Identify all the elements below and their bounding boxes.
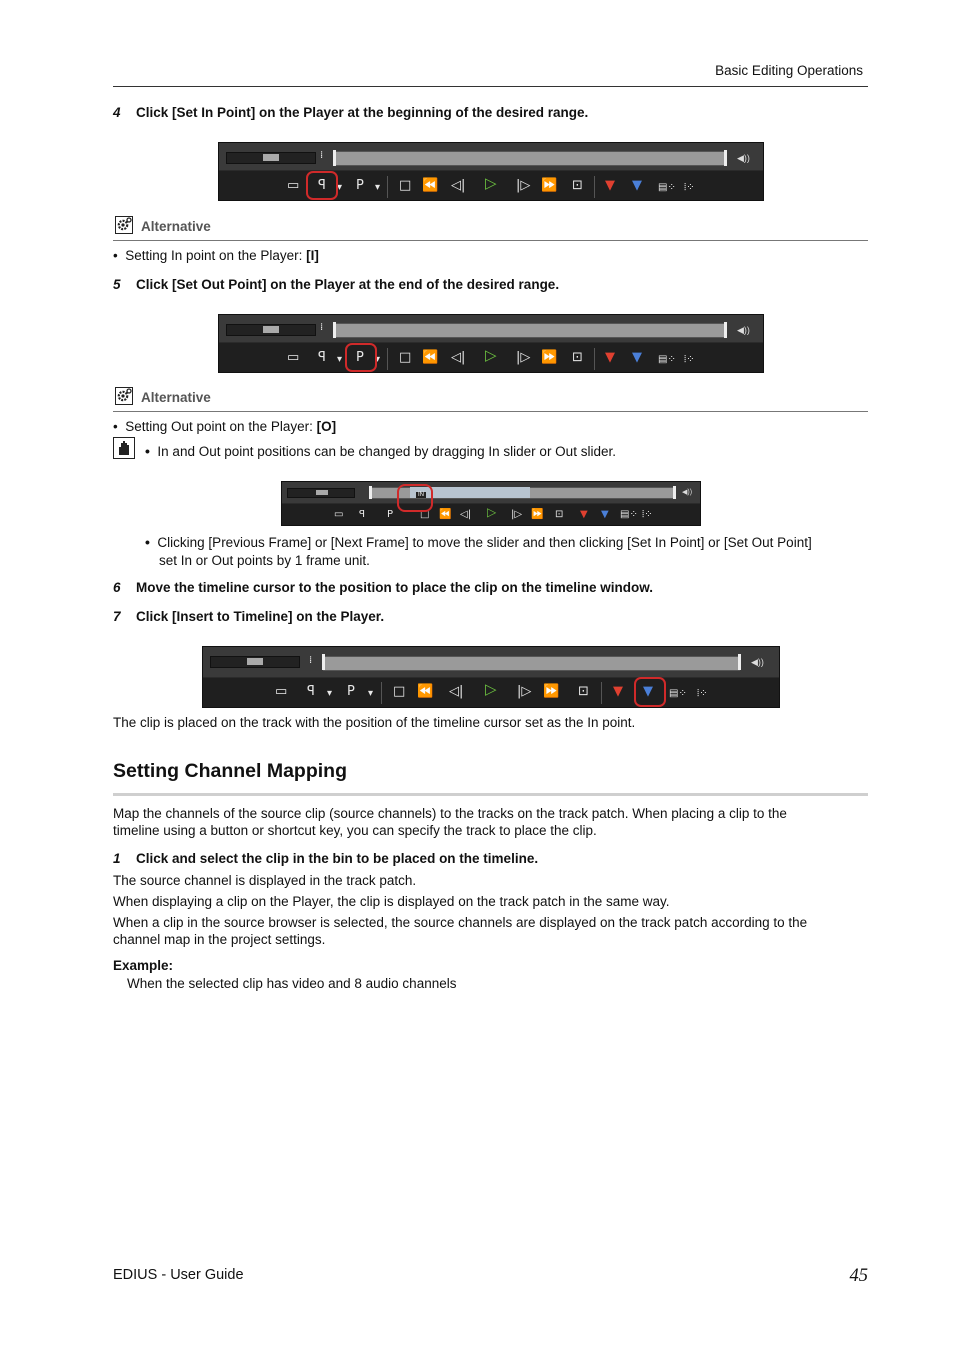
play-icon: ▷ bbox=[485, 346, 497, 364]
audio-slider bbox=[210, 656, 300, 668]
position-slider bbox=[334, 151, 726, 166]
fast-forward-icon: ⏩ bbox=[541, 178, 558, 193]
stop-icon: □ bbox=[393, 684, 406, 699]
set-in-point-icon: ꟼ bbox=[318, 350, 326, 365]
speaker-icon: ◀)) bbox=[682, 489, 693, 496]
clip-icon: ▭ bbox=[275, 684, 288, 699]
highlight-ring bbox=[345, 343, 377, 372]
out-slider-icon bbox=[673, 486, 676, 499]
highlight-ring bbox=[397, 484, 433, 512]
loop-icon: ⊡ bbox=[555, 509, 564, 520]
track-patch-2-icon: ⦙⁘ bbox=[642, 509, 653, 520]
audio-slider bbox=[226, 152, 316, 164]
play-icon: ▷ bbox=[487, 505, 497, 519]
paragraph-player-display: When displaying a clip on the Player, the clip is displayed on the track patch in the same way. bbox=[113, 894, 670, 909]
dropdown-icon: ▾ bbox=[337, 354, 343, 365]
in-marker-icon: ⁞ bbox=[320, 150, 324, 161]
position-slider bbox=[334, 323, 726, 338]
insert-to-timeline-icon: ▼ bbox=[643, 684, 653, 699]
dropdown-icon: ▾ bbox=[337, 182, 343, 193]
track-patch-2-icon: ⦙⁘ bbox=[684, 354, 695, 365]
footer-guide-title: EDIUS - User Guide bbox=[113, 1267, 244, 1283]
track-patch-2-icon: ⦙⁘ bbox=[697, 688, 708, 699]
position-slider bbox=[323, 656, 740, 671]
step-6: 6 Move the timeline cursor to the position to place the clip on the timeline window. bbox=[113, 580, 654, 595]
out-slider-icon bbox=[724, 150, 727, 166]
paragraph-source-channel: The source channel is displayed in the track patch. bbox=[113, 873, 417, 888]
overwrite-to-timeline-icon: ▼ bbox=[605, 178, 615, 193]
stop-icon: □ bbox=[420, 509, 430, 520]
insert-to-timeline-icon: ▼ bbox=[632, 178, 642, 193]
track-patch-icon: ▤⁘ bbox=[620, 509, 638, 520]
highlight-ring bbox=[306, 171, 338, 200]
step-1: 1 Click and select the clip in the bin to be placed on the timeline. bbox=[113, 851, 539, 866]
loop-icon: ⊡ bbox=[578, 684, 589, 699]
in-slider-icon bbox=[333, 322, 336, 338]
step-7: 7 Click [Insert to Timeline] on the Player. bbox=[113, 609, 385, 624]
previous-frame-icon: ◁| bbox=[449, 684, 464, 699]
rewind-icon: ⏪ bbox=[439, 509, 452, 520]
insert-to-timeline-icon: ▼ bbox=[632, 350, 642, 365]
rewind-icon: ⏪ bbox=[417, 684, 434, 699]
previous-frame-icon: ◁| bbox=[451, 350, 466, 365]
insert-to-timeline-icon: ▼ bbox=[601, 509, 609, 520]
loop-icon: ⊡ bbox=[572, 178, 583, 193]
gear-icon bbox=[115, 387, 133, 405]
speaker-icon: ◀)) bbox=[737, 153, 750, 163]
note-hand-icon bbox=[113, 437, 135, 459]
note-bullet-2: • Clicking [Previous Frame] or [Next Frame] to move the slider and then clicking [Set In Point] or [Set Out Point] set In or Out points by 1 frame unit. bbox=[145, 534, 812, 568]
stop-icon: □ bbox=[399, 350, 412, 365]
player-screenshot-insert bbox=[202, 646, 780, 708]
running-header: Basic Editing Operations bbox=[715, 63, 863, 78]
set-in-point-icon: ꟼ bbox=[359, 509, 366, 520]
gear-icon bbox=[115, 216, 133, 234]
highlight-ring bbox=[634, 677, 666, 707]
player-screenshot-set-in bbox=[218, 142, 764, 201]
loop-icon: ⊡ bbox=[572, 350, 583, 365]
clip-icon: ▭ bbox=[287, 178, 300, 193]
alternative-heading: Alternative bbox=[113, 216, 868, 241]
track-patch-2-icon: ⦙⁘ bbox=[684, 182, 695, 193]
in-slider-icon bbox=[322, 654, 325, 670]
in-slider-icon bbox=[369, 486, 372, 499]
overwrite-to-timeline-icon: ▼ bbox=[580, 509, 588, 520]
page-number: 45 bbox=[849, 1266, 868, 1286]
previous-frame-icon: ◁| bbox=[460, 509, 472, 520]
next-frame-icon: |▷ bbox=[516, 350, 531, 365]
note-bullet-1: • In and Out point positions can be changed by dragging In slider or Out slider. bbox=[145, 443, 616, 459]
example-label: Example: bbox=[113, 958, 174, 973]
track-patch-icon: ▤⁘ bbox=[658, 354, 676, 365]
in-marker-icon: ⁞ bbox=[309, 655, 313, 666]
dropdown-icon: ▾ bbox=[327, 688, 333, 699]
dropdown-icon: ▾ bbox=[375, 182, 381, 193]
next-frame-icon: |▷ bbox=[516, 178, 531, 193]
section-intro: Map the channels of the source clip (source channels) to the tracks on the track patch. When placing a clip to the timeline using a button or shortcut key, you can specify the track to place the clip. bbox=[113, 806, 787, 838]
track-patch-icon: ▤⁘ bbox=[669, 688, 687, 699]
speaker-icon: ◀)) bbox=[737, 325, 750, 335]
set-out-point-icon: P bbox=[356, 178, 364, 193]
step-4: 4 Click [Set In Point] on the Player at the beginning of the desired range. bbox=[113, 105, 589, 120]
header-rule bbox=[113, 86, 868, 87]
clip-icon: ▭ bbox=[334, 509, 344, 520]
in-marker-icon: ⁞ bbox=[320, 322, 324, 333]
overwrite-to-timeline-icon: ▼ bbox=[613, 684, 623, 699]
overwrite-to-timeline-icon: ▼ bbox=[605, 350, 615, 365]
set-out-point-icon: P bbox=[347, 684, 355, 699]
dropdown-icon: ▾ bbox=[368, 688, 374, 699]
next-frame-icon: |▷ bbox=[517, 684, 532, 699]
insert-result-text: The clip is placed on the track with the position of the timeline cursor set as the In point. bbox=[113, 715, 636, 730]
rewind-icon: ⏪ bbox=[422, 350, 439, 365]
alternative-heading: Alternative bbox=[113, 387, 868, 412]
in-badge: IN bbox=[418, 492, 424, 498]
example-text: When the selected clip has video and 8 audio channels bbox=[127, 976, 457, 991]
dropdown-icon: ▾ bbox=[375, 354, 381, 365]
set-out-point-icon: P bbox=[356, 350, 364, 365]
player-screenshot-set-out bbox=[218, 314, 764, 373]
previous-frame-icon: ◁| bbox=[451, 178, 466, 193]
audio-slider bbox=[287, 488, 355, 498]
set-in-point-icon: ꟼ bbox=[318, 178, 326, 193]
section-title: Setting Channel Mapping bbox=[113, 760, 347, 782]
play-icon: ▷ bbox=[485, 174, 497, 192]
fast-forward-icon: ⏩ bbox=[541, 350, 558, 365]
paragraph-source-browser: When a clip in the source browser is selected, the source channels are displayed on the track patch according to the channel map in the project settings. bbox=[113, 915, 808, 947]
out-slider-icon bbox=[724, 322, 727, 338]
set-in-point-icon: ꟼ bbox=[307, 684, 315, 699]
clip-icon: ▭ bbox=[287, 350, 300, 365]
audio-slider bbox=[226, 324, 316, 336]
next-frame-icon: |▷ bbox=[511, 509, 523, 520]
section-rule bbox=[113, 793, 868, 796]
speaker-icon: ◀)) bbox=[751, 657, 764, 667]
player-screenshot-slider bbox=[281, 481, 701, 526]
track-patch-icon: ▤⁘ bbox=[658, 182, 676, 193]
step-5: 5 Click [Set Out Point] on the Player at the end of the desired range. bbox=[113, 277, 560, 292]
set-out-point-icon: P bbox=[387, 509, 394, 520]
rewind-icon: ⏪ bbox=[422, 178, 439, 193]
fast-forward-icon: ⏩ bbox=[531, 509, 544, 520]
alt-in-point-shortcut: • Setting In point on the Player: [I] bbox=[113, 248, 319, 263]
stop-icon: □ bbox=[399, 178, 412, 193]
out-slider-icon bbox=[738, 654, 741, 670]
in-slider-icon bbox=[333, 150, 336, 166]
fast-forward-icon: ⏩ bbox=[543, 684, 560, 699]
play-icon: ▷ bbox=[485, 680, 497, 698]
alt-out-point-shortcut: • Setting Out point on the Player: [O] bbox=[113, 419, 337, 434]
